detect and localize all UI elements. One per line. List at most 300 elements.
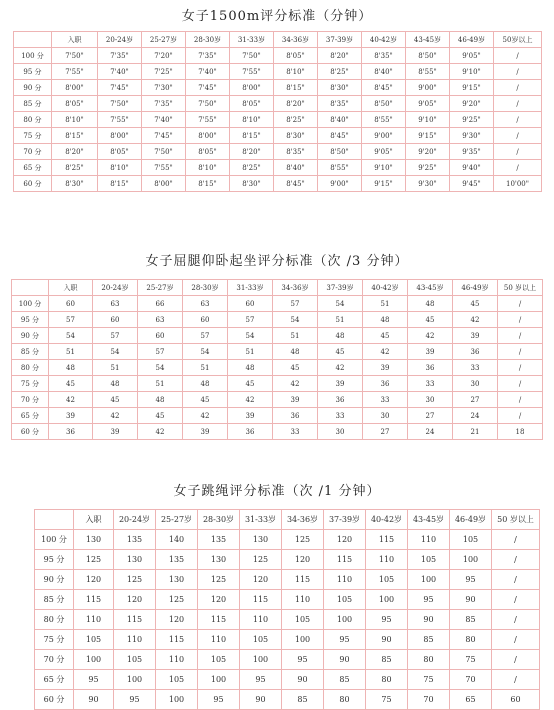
table-cell: 105	[282, 610, 324, 630]
table-row	[35, 690, 540, 710]
table-cell: 42	[93, 408, 138, 424]
column-header: 37-39岁	[318, 280, 363, 296]
table-cell: 115	[366, 530, 408, 550]
column-header: 46-49岁	[450, 510, 492, 530]
score-label: 65 分	[35, 670, 74, 690]
table-cell: /	[494, 112, 542, 128]
table-cell: 45	[138, 408, 183, 424]
table-title: 女子1500m评分标准（分钟）	[181, 9, 373, 24]
table-cell: 48	[228, 360, 273, 376]
table-cell: 27	[363, 424, 408, 440]
column-header: 31-33岁	[240, 510, 282, 530]
table-cell: 110	[324, 570, 366, 590]
table-cell: 135	[198, 530, 240, 550]
table-cell: 8'00"	[98, 128, 142, 144]
column-header: 50 岁以上	[492, 510, 540, 530]
table-cell: 9'10"	[450, 64, 494, 80]
table-cell: 8'55"	[406, 64, 450, 80]
table-row	[12, 296, 543, 312]
table-cell: 125	[282, 530, 324, 550]
table-cell: 8'45"	[274, 176, 318, 192]
column-header: 28-30岁	[198, 510, 240, 530]
table-cell: 105	[114, 650, 156, 670]
column-header: 20-24岁	[93, 280, 138, 296]
table-cell: 27	[453, 392, 498, 408]
table-cell: 115	[198, 610, 240, 630]
table-cell: 110	[74, 610, 114, 630]
table-cell: 9'10"	[406, 112, 450, 128]
table-cell: 54	[138, 360, 183, 376]
score-label: 80 分	[12, 360, 49, 376]
column-header: 50 岁以上	[498, 280, 543, 296]
column-header: 31-33岁	[230, 32, 274, 48]
table-cell: 36	[228, 424, 273, 440]
table-cell: 54	[183, 344, 228, 360]
table-cell: /	[492, 530, 540, 550]
table-cell: 60	[183, 312, 228, 328]
table-cell: 33	[273, 424, 318, 440]
table-cell: 105	[74, 630, 114, 650]
score-label: 65 分	[14, 160, 52, 176]
table-cell: 8'30"	[52, 176, 98, 192]
table-cell: 39	[273, 392, 318, 408]
column-header	[35, 510, 74, 530]
table-cell: 95	[366, 610, 408, 630]
score-label: 95 分	[35, 550, 74, 570]
table-cell: 7'40"	[142, 112, 186, 128]
table-row	[12, 312, 543, 328]
table-cell: 7'55"	[230, 64, 274, 80]
table-cell: 130	[74, 530, 114, 550]
table-cell: 75	[450, 650, 492, 670]
table-cell: 54	[273, 312, 318, 328]
table-cell: 9'35"	[450, 144, 494, 160]
table-cell: 33	[363, 392, 408, 408]
score-label: 60 分	[12, 424, 49, 440]
table-cell: 90	[282, 670, 324, 690]
table-cell: 42	[228, 392, 273, 408]
table-cell: 54	[93, 344, 138, 360]
table-cell: 7'35"	[98, 48, 142, 64]
table-row	[14, 160, 542, 176]
table-cell: 120	[240, 570, 282, 590]
table-cell: 42	[138, 424, 183, 440]
table-cell: 36	[408, 360, 453, 376]
table-cell: 125	[74, 550, 114, 570]
table-cell: 45	[318, 344, 363, 360]
column-header: 46-49岁	[453, 280, 498, 296]
table-cell: 9'30"	[450, 128, 494, 144]
table-cell: 115	[240, 590, 282, 610]
table-cell: /	[494, 160, 542, 176]
table-cell: 42	[363, 344, 408, 360]
table-cell: 110	[114, 630, 156, 650]
table-cell: 110	[156, 650, 198, 670]
table-cell: /	[492, 650, 540, 670]
table-cell: 8'35"	[362, 48, 406, 64]
table-cell: 70	[450, 670, 492, 690]
score-label: 75 分	[14, 128, 52, 144]
table-cell: 9'05"	[362, 144, 406, 160]
table-cell: 39	[453, 328, 498, 344]
table-cell: 36	[363, 376, 408, 392]
table-cell: 8'55"	[362, 112, 406, 128]
table-cell: 8'00"	[52, 80, 98, 96]
score-label: 75 分	[12, 376, 49, 392]
score-label: 70 分	[35, 650, 74, 670]
column-header: 20-24岁	[114, 510, 156, 530]
score-label: 95 分	[14, 64, 52, 80]
table-cell: 36	[318, 392, 363, 408]
score-label: 85 分	[35, 590, 74, 610]
table-cell: 9'05"	[450, 48, 494, 64]
table-cell: 60	[228, 296, 273, 312]
score-label: 100 分	[35, 530, 74, 550]
score-label: 75 分	[35, 630, 74, 650]
table-cell: 63	[138, 312, 183, 328]
table-cell: 45	[363, 328, 408, 344]
column-header: 31-33岁	[228, 280, 273, 296]
table-cell: 51	[273, 328, 318, 344]
column-header: 46-49岁	[450, 32, 494, 48]
table-row	[35, 650, 540, 670]
table-cell: 48	[273, 344, 318, 360]
score-label: 80 分	[14, 112, 52, 128]
table-cell: 48	[93, 376, 138, 392]
table-cell: 7'50"	[142, 144, 186, 160]
table-row	[35, 610, 540, 630]
table-cell: 100	[324, 610, 366, 630]
table-cell: 9'15"	[362, 176, 406, 192]
table-cell: 48	[138, 392, 183, 408]
table-cell: /	[498, 408, 543, 424]
column-header: 入职	[49, 280, 93, 296]
table-row	[35, 550, 540, 570]
column-header: 入职	[74, 510, 114, 530]
table-row	[14, 80, 542, 96]
table-cell: 51	[318, 312, 363, 328]
table-cell: 8'55"	[318, 160, 362, 176]
score-label: 65 分	[12, 408, 49, 424]
table-cell: 90	[240, 690, 282, 710]
table-cell: 33	[408, 376, 453, 392]
table-cell: 36	[453, 344, 498, 360]
table-cell: 8'30"	[318, 80, 362, 96]
table-cell: 125	[156, 590, 198, 610]
table-cell: 8'20"	[318, 48, 362, 64]
table-row	[12, 328, 543, 344]
table-cell: 8'40"	[318, 112, 362, 128]
table-cell: 80	[450, 630, 492, 650]
table-cell: 7'55"	[142, 160, 186, 176]
table-cell: 95	[282, 650, 324, 670]
table-cell: 42	[318, 360, 363, 376]
table-cell: 100	[408, 570, 450, 590]
table-cell: 39	[408, 344, 453, 360]
table-cell: 135	[156, 550, 198, 570]
table-cell: 105	[366, 570, 408, 590]
score-label: 90 分	[12, 328, 49, 344]
table-cell: 95	[198, 690, 240, 710]
column-header: 50岁以上	[494, 32, 542, 48]
column-header: 40-42岁	[366, 510, 408, 530]
table-cell: 7'20"	[142, 48, 186, 64]
table-cell: 60	[492, 690, 540, 710]
score-label: 95 分	[12, 312, 49, 328]
table-cell: 95	[408, 590, 450, 610]
table-row	[14, 128, 542, 144]
table-cell: 9'20"	[406, 144, 450, 160]
table-cell: 8'45"	[362, 80, 406, 96]
table-cell: 9'25"	[450, 112, 494, 128]
table-cell: 105	[408, 550, 450, 570]
table-cell: 39	[228, 408, 273, 424]
column-header: 40-42岁	[362, 32, 406, 48]
table-cell: 9'40"	[450, 160, 494, 176]
table-cell: 115	[156, 630, 198, 650]
table-cell: 24	[408, 424, 453, 440]
column-header: 25-27岁	[156, 510, 198, 530]
table-cell: 95	[324, 630, 366, 650]
table-cell: 18	[498, 424, 543, 440]
table-cell: 115	[114, 610, 156, 630]
table-cell: /	[494, 128, 542, 144]
table-cell: 33	[318, 408, 363, 424]
table-jumprope	[0, 475, 554, 710]
table-cell: 120	[114, 590, 156, 610]
table-row	[35, 590, 540, 610]
table-cell: 60	[49, 296, 93, 312]
score-label: 70 分	[14, 144, 52, 160]
table-cell: 125	[240, 550, 282, 570]
table-cell: 130	[156, 570, 198, 590]
table-cell: 125	[198, 570, 240, 590]
score-table	[13, 31, 542, 192]
score-label: 85 分	[12, 344, 49, 360]
table-cell: 95	[240, 670, 282, 690]
table-title: 女子跳绳评分标准（次 /1 分钟）	[173, 484, 381, 499]
table-cell: 24	[453, 408, 498, 424]
column-header: 25-27岁	[142, 32, 186, 48]
column-header: 28-30岁	[186, 32, 230, 48]
table-cell: 85	[282, 690, 324, 710]
table-row	[12, 408, 543, 424]
table-cell: 8'40"	[362, 64, 406, 80]
table-cell: 9'00"	[318, 176, 362, 192]
table-row	[35, 670, 540, 690]
table-cell: 70	[408, 690, 450, 710]
table-cell: 75	[408, 670, 450, 690]
table-cell: 9'20"	[450, 96, 494, 112]
column-header: 37-39岁	[324, 510, 366, 530]
table-row	[14, 48, 542, 64]
table-cell: 75	[366, 690, 408, 710]
table-cell: /	[498, 376, 543, 392]
column-header: 20-24岁	[98, 32, 142, 48]
table-cell: 7'35"	[186, 48, 230, 64]
table-cell: /	[494, 144, 542, 160]
table-cell: 45	[453, 296, 498, 312]
table-cell: 48	[49, 360, 93, 376]
table-cell: 57	[183, 328, 228, 344]
table-cell: 7'40"	[98, 64, 142, 80]
table-cell: 54	[318, 296, 363, 312]
score-label: 80 分	[35, 610, 74, 630]
score-label: 100 分	[14, 48, 52, 64]
table-cell: 120	[74, 570, 114, 590]
column-header: 43-45岁	[406, 32, 450, 48]
table-cell: /	[498, 312, 543, 328]
table-cell: 48	[408, 296, 453, 312]
table-row	[12, 376, 543, 392]
table-cell: /	[494, 64, 542, 80]
table-cell: 9'30"	[406, 176, 450, 192]
table-cell: 95	[114, 690, 156, 710]
table-cell: 7'35"	[142, 96, 186, 112]
table-cell: /	[498, 344, 543, 360]
score-label: 90 分	[14, 80, 52, 96]
column-header	[14, 32, 52, 48]
table-cell: /	[494, 80, 542, 96]
table-cell: 9'05"	[406, 96, 450, 112]
table-cell: 90	[450, 590, 492, 610]
table-cell: 100	[114, 670, 156, 690]
table-row	[14, 96, 542, 112]
table-cell: 100	[74, 650, 114, 670]
table-cell: 105	[240, 630, 282, 650]
table-cell: /	[492, 590, 540, 610]
column-header: 43-45岁	[408, 280, 453, 296]
table-cell: 30	[363, 408, 408, 424]
table-cell: /	[498, 328, 543, 344]
table-cell: 51	[93, 360, 138, 376]
table-cell: 30	[408, 392, 453, 408]
table-cell: 80	[408, 650, 450, 670]
header-row	[35, 510, 540, 530]
table-cell: 57	[273, 296, 318, 312]
score-label: 70 分	[12, 392, 49, 408]
table-cell: 8'10"	[274, 64, 318, 80]
table-cell: 7'45"	[142, 128, 186, 144]
table-cell: 100	[198, 670, 240, 690]
table-cell: 8'50"	[406, 48, 450, 64]
column-header: 40-42岁	[363, 280, 408, 296]
table-cell: 8'20"	[52, 144, 98, 160]
table-cell: 9'15"	[406, 128, 450, 144]
table-cell: 42	[408, 328, 453, 344]
table-cell: 63	[93, 296, 138, 312]
column-header: 34-36岁	[282, 510, 324, 530]
table-cell: 42	[183, 408, 228, 424]
table-cell: 80	[366, 670, 408, 690]
table-row	[12, 424, 543, 440]
table-cell: 8'00"	[230, 80, 274, 96]
table-cell: 7'55"	[52, 64, 98, 80]
table-cell: 95	[450, 570, 492, 590]
table-cell: 110	[198, 630, 240, 650]
table-cell: 45	[49, 376, 93, 392]
table-cell: 45	[273, 360, 318, 376]
table-cell: /	[498, 296, 543, 312]
table-cell: 51	[228, 344, 273, 360]
table-cell: 8'10"	[52, 112, 98, 128]
table-cell: 9'00"	[406, 80, 450, 96]
column-header	[12, 280, 49, 296]
table-cell: 110	[240, 610, 282, 630]
table-row	[12, 344, 543, 360]
table-cell: 42	[49, 392, 93, 408]
table-cell: 51	[183, 360, 228, 376]
table-cell: 105	[450, 530, 492, 550]
table-cell: /	[494, 96, 542, 112]
table-cell: 8'15"	[230, 128, 274, 144]
table-cell: 36	[273, 408, 318, 424]
table-cell: 115	[324, 550, 366, 570]
table-cell: 90	[408, 610, 450, 630]
table-cell: 7'45"	[186, 80, 230, 96]
table-row	[14, 144, 542, 160]
table-cell: /	[492, 630, 540, 650]
table-cell: 120	[156, 610, 198, 630]
table-row	[14, 112, 542, 128]
table-cell: 48	[183, 376, 228, 392]
table-cell: 42	[273, 376, 318, 392]
table-cell: 90	[74, 690, 114, 710]
table-cell: 130	[240, 530, 282, 550]
table-cell: 120	[282, 550, 324, 570]
table-cell: 100	[366, 590, 408, 610]
score-label: 85 分	[14, 96, 52, 112]
table-cell: 7'25"	[142, 64, 186, 80]
table-cell: 140	[156, 530, 198, 550]
table-cell: /	[494, 48, 542, 64]
table-cell: 8'05"	[52, 96, 98, 112]
table-cell: 8'15"	[98, 176, 142, 192]
table-cell: /	[498, 392, 543, 408]
table-cell: 7'30"	[142, 80, 186, 96]
table-cell: 7'55"	[186, 112, 230, 128]
table-cell: 105	[156, 670, 198, 690]
table-cell: 45	[183, 392, 228, 408]
score-label: 100 分	[12, 296, 49, 312]
table-cell: 85	[366, 650, 408, 670]
column-header: 25-27岁	[138, 280, 183, 296]
table-cell: 8'05"	[98, 144, 142, 160]
table-row	[35, 630, 540, 650]
table-cell: 8'50"	[318, 144, 362, 160]
table-cell: 90	[366, 630, 408, 650]
table-cell: 21	[453, 424, 498, 440]
score-table	[34, 509, 540, 710]
table-cell: 66	[138, 296, 183, 312]
table-cell: /	[492, 670, 540, 690]
table-cell: 7'50"	[52, 48, 98, 64]
table-cell: 45	[408, 312, 453, 328]
table-row	[12, 360, 543, 376]
table-cell: 60	[93, 312, 138, 328]
table-cell: 8'15"	[274, 80, 318, 96]
column-header: 28-30岁	[183, 280, 228, 296]
table-cell: 8'15"	[186, 176, 230, 192]
table-cell: 36	[49, 424, 93, 440]
column-header: 34-36岁	[273, 280, 318, 296]
table-cell: 8'45"	[318, 128, 362, 144]
table-cell: 30	[453, 376, 498, 392]
column-header: 34-36岁	[274, 32, 318, 48]
table-cell: 39	[49, 408, 93, 424]
score-label: 90 分	[35, 570, 74, 590]
table-cell: 30	[318, 424, 363, 440]
